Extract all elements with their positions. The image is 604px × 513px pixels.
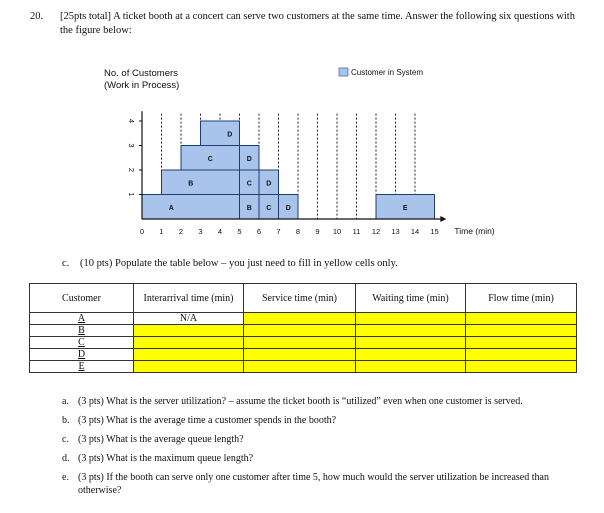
x-tick-label: 5	[237, 227, 242, 236]
header-waiting: Waiting time (min)	[356, 284, 466, 313]
legend-swatch	[339, 68, 348, 76]
interarrival-cell[interactable]	[134, 325, 244, 337]
sub-question	[62, 433, 562, 446]
part-c-text: (10 pts) Populate the table below – you just need to fill in yellow cells only.	[80, 258, 398, 269]
interarrival-cell: N/A	[134, 313, 244, 325]
service-cell[interactable]	[244, 337, 356, 349]
customer-bar-label: C	[246, 180, 252, 188]
customer-bar	[142, 195, 240, 220]
x-tick-label: 11	[352, 227, 361, 236]
customer-bar-label: B	[246, 204, 252, 212]
customer-bar	[162, 170, 240, 195]
customer-table	[29, 283, 577, 373]
customer-bar-label: E	[402, 204, 408, 212]
x-tick-label: 12	[371, 227, 381, 236]
flow-cell[interactable]	[466, 337, 577, 349]
sub-question	[62, 452, 562, 465]
question-header	[30, 10, 590, 38]
waiting-cell[interactable]	[356, 325, 466, 337]
x-tick-label: 1	[159, 227, 164, 236]
customer-bar-label: D	[246, 155, 252, 163]
sub-question-label: b.	[62, 415, 70, 426]
flow-cell[interactable]	[466, 313, 577, 325]
x-tick-label: 0	[139, 227, 145, 236]
sub-question-label: e.	[62, 472, 69, 483]
waiting-cell[interactable]	[356, 361, 466, 373]
customer-bar	[201, 121, 240, 146]
x-tick-label: 14	[410, 227, 420, 236]
x-tick-label: 7	[276, 227, 281, 236]
chart-xlabel: Time (min)	[454, 226, 495, 236]
waiting-cell[interactable]	[356, 313, 466, 325]
header-customer: Customer	[30, 284, 134, 313]
sub-question	[62, 414, 562, 427]
customer-bar-label: B	[188, 180, 194, 188]
customer-bar-label: C	[266, 204, 272, 212]
table-row	[30, 349, 577, 361]
x-tick-label: 8	[295, 227, 301, 236]
table-row	[30, 361, 577, 373]
interarrival-cell[interactable]	[134, 349, 244, 361]
y-tick-label: 3	[127, 143, 136, 148]
interarrival-cell[interactable]	[134, 361, 244, 373]
header-interarrival: Interarrival time (min)	[134, 284, 244, 313]
x-tick-label: 6	[256, 227, 262, 236]
customer-bar-label: D	[227, 131, 233, 139]
interarrival-cell[interactable]	[134, 337, 244, 349]
flow-cell[interactable]	[466, 349, 577, 361]
table-row	[30, 337, 577, 349]
chart-ylabel: No. of Customers	[104, 68, 178, 79]
customer-bar-label: D	[266, 180, 272, 188]
header-service: Service time (min)	[244, 284, 356, 313]
sub-question-label: d.	[62, 453, 70, 464]
table-row	[30, 313, 577, 325]
sub-question-label: a.	[62, 396, 69, 407]
sub-question-text: (3 pts) What is the server utilization? – assume the ticket booth is “utilized” even when one customer is served.	[78, 396, 523, 407]
sub-question-text: (3 pts) What is the average queue length?	[78, 434, 244, 445]
x-tick-label: 3	[198, 227, 203, 236]
service-cell[interactable]	[244, 325, 356, 337]
sub-question-text: (3 pts) What is the maximum queue length?	[78, 453, 254, 464]
part-c-label: c.	[62, 258, 70, 269]
y-tick-label: 1	[127, 192, 136, 197]
customers-in-system-chart	[90, 62, 510, 242]
x-tick-label: 2	[178, 227, 184, 236]
table-row	[30, 325, 577, 337]
x-axis-arrow	[440, 216, 446, 222]
x-tick-label: 4	[217, 227, 223, 236]
x-tick-label: 13	[391, 227, 400, 236]
sub-question	[62, 395, 562, 408]
x-tick-label: 10	[332, 227, 342, 236]
flow-cell[interactable]	[466, 361, 577, 373]
y-tick-label: 2	[127, 167, 136, 173]
sub-question-label: c.	[62, 434, 69, 445]
table-header-row	[30, 284, 577, 313]
sub-question-text: (3 pts) What is the average time a customer spends in the booth?	[78, 415, 337, 426]
customer-bar-label: A	[168, 204, 174, 212]
question-number: 20.	[30, 11, 44, 22]
sub-question	[62, 471, 562, 497]
waiting-cell[interactable]	[356, 337, 466, 349]
sub-question-text: (3 pts) If the booth can serve only one customer after time 5, how much would the server utilization be increased than otherwise?	[78, 472, 549, 496]
x-tick-label: 9	[315, 227, 320, 236]
service-cell[interactable]	[244, 361, 356, 373]
legend-label: Customer in System	[351, 68, 424, 77]
x-tick-label: 15	[430, 227, 439, 236]
customer-bar-label: D	[285, 204, 291, 212]
customer-cell: A	[30, 313, 134, 325]
customer-bar-label: C	[207, 155, 213, 163]
chart-ylabel-sub: (Work in Process)	[104, 80, 180, 91]
service-cell[interactable]	[244, 313, 356, 325]
question-text: [25pts total] A ticket booth at a concert can serve two customers at the same time. Answer the following six questions with the figure below:	[60, 11, 575, 36]
waiting-cell[interactable]	[356, 349, 466, 361]
flow-cell[interactable]	[466, 325, 577, 337]
customer-cell: C	[30, 337, 134, 349]
service-cell[interactable]	[244, 349, 356, 361]
header-flow: Flow time (min)	[466, 284, 577, 313]
y-tick-label: 4	[127, 118, 136, 124]
customer-cell: E	[30, 361, 134, 373]
sub-questions	[62, 395, 562, 503]
customer-cell: B	[30, 325, 134, 337]
part-c-instruction	[62, 258, 398, 269]
customer-cell: D	[30, 349, 134, 361]
